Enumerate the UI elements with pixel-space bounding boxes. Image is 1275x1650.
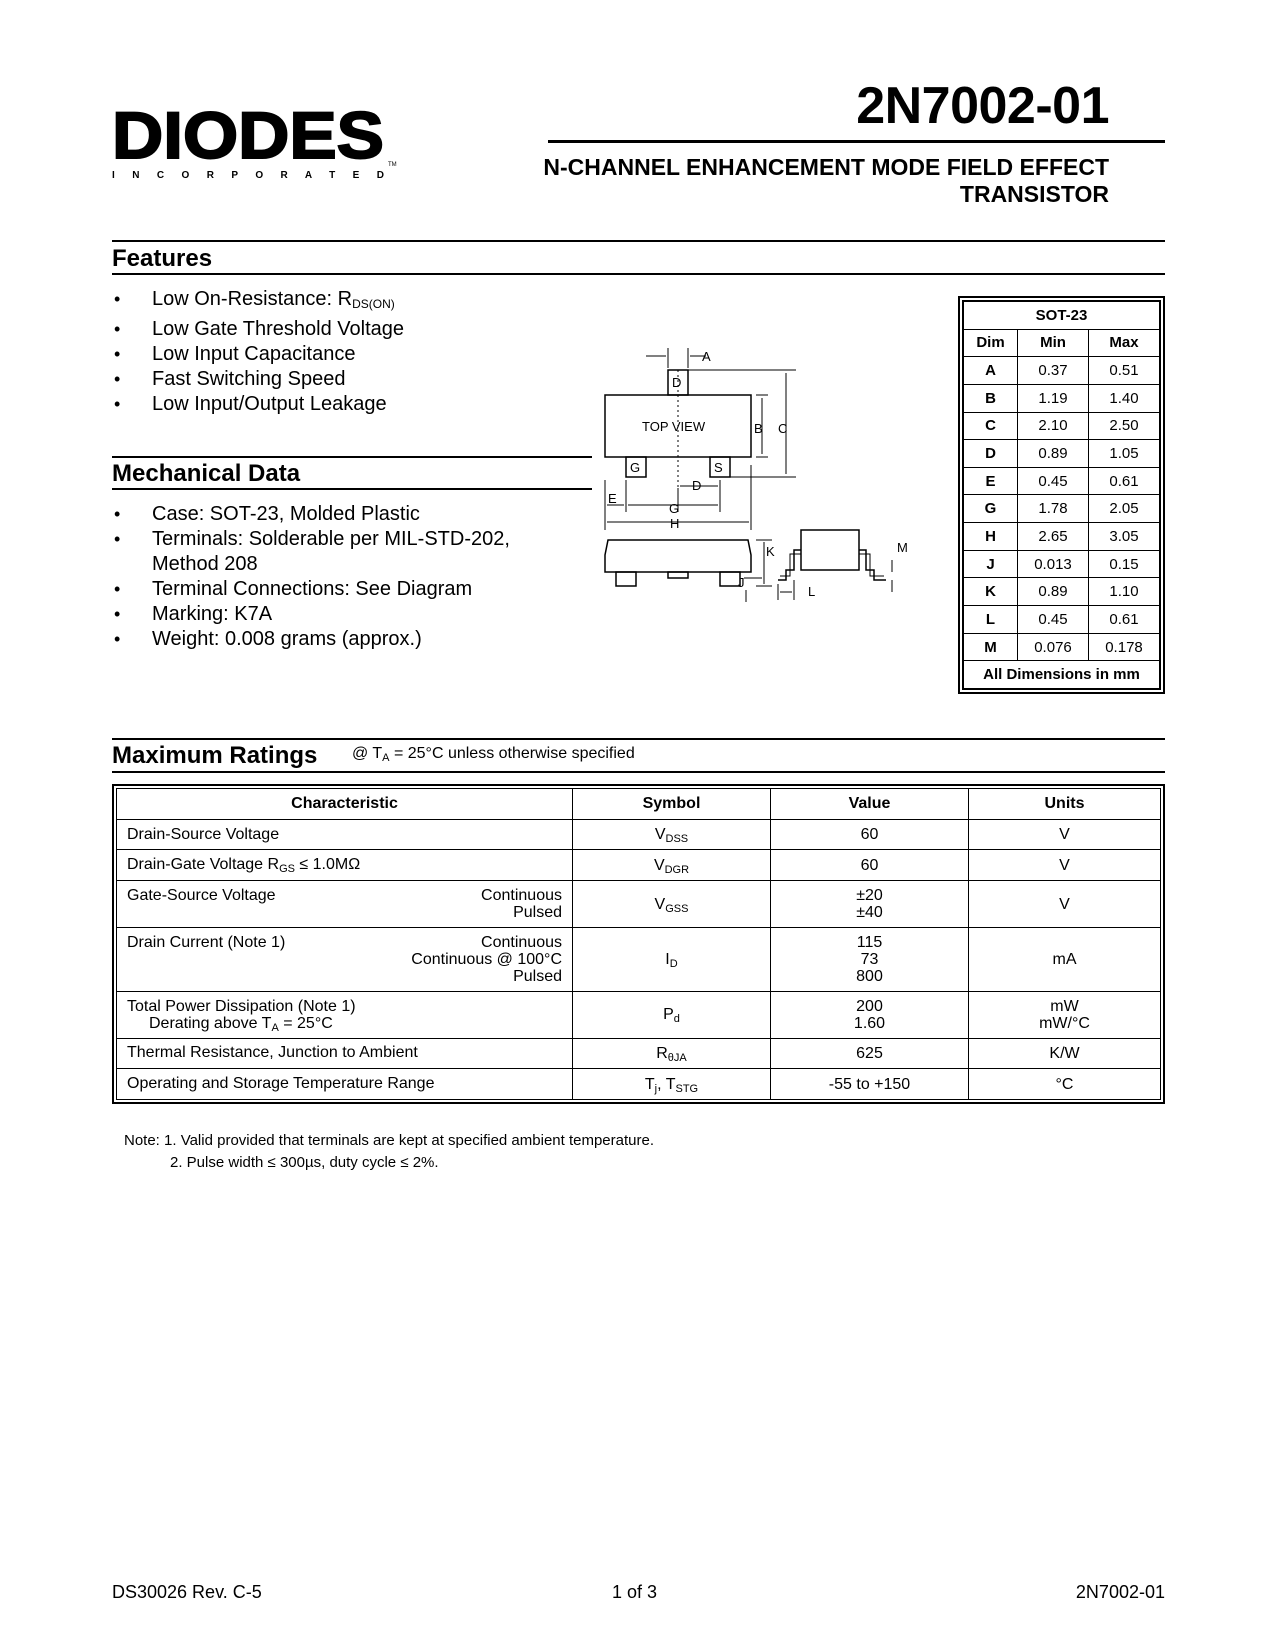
mechanical-item: • Terminal Connections: See Diagram [114, 577, 594, 602]
subtitle-line-2: TRANSISTOR [959, 181, 1109, 207]
feature-item: • Low Gate Threshold Voltage [114, 317, 594, 342]
logo-tm: TM [388, 162, 397, 168]
top-view-label: TOP VIEW [642, 419, 706, 434]
table-row: Drain Current (Note 1) Continuous Continuous @ 100°C Pulsed $I_D$ 115 73 800 mA [117, 928, 1161, 991]
dim-label-k: K [766, 544, 775, 559]
side-body-outline [605, 540, 751, 572]
col-header: Characteristic [117, 789, 573, 820]
table-row: Operating and Storage Temperature Range $T_j$, $T_{STG}$ -55 to +150 °C [117, 1069, 1161, 1100]
dim-label-d: D [692, 478, 702, 493]
doc-revision: DS30026 Rev. C-5 [112, 1582, 262, 1602]
ratings-heading: Maximum Ratings [112, 742, 318, 769]
table-row: L 0.45 0.61 [964, 606, 1160, 634]
note-2: 2. Pulse width ≤ 300µs, duty cycle ≤ 2%. [170, 1154, 439, 1171]
sot23-outline-diagram [596, 340, 936, 630]
subtitle-line-1: N-CHANNEL ENHANCEMENT MODE FIELD EFFECT [543, 154, 1109, 180]
device-subtitle [469, 154, 1109, 208]
mechanical-item: • Marking: K7A [114, 602, 594, 627]
feature-item: • Low Input/Output Leakage [114, 392, 594, 417]
mechanical-item: • Weight: 0.008 grams (approx.) [114, 627, 594, 652]
table-row: E 0.45 0.61 [964, 467, 1160, 495]
dim-label-c: C [778, 421, 788, 436]
mechanical-item: • Case: SOT-23, Molded Plastic [114, 502, 594, 527]
end-view-body [801, 530, 859, 570]
features-list [114, 287, 594, 417]
dim-label-e: E [608, 491, 617, 506]
col-header: Max [1088, 329, 1159, 357]
table-row: C 2.10 2.50 [964, 412, 1160, 440]
ratings-table [116, 788, 1161, 1100]
mechanical-item: • Terminals: Solderable per MIL-STD-202, Method 208 [114, 527, 594, 577]
logo-text: DIODES [112, 104, 384, 172]
features-top-rule [112, 240, 1165, 242]
table-row: Gate-Source Voltage Continuous Pulsed $V_{GSS}$ ±20 ±40 V [117, 881, 1161, 928]
mechanical-heading: Mechanical Data [112, 460, 301, 487]
dim-label-a: A [702, 349, 711, 364]
table-row: H 2.65 3.05 [964, 523, 1160, 551]
col-header: Value [771, 789, 969, 820]
table-row: A 0.37 0.51 [964, 357, 1160, 385]
table-row: K 0.89 1.10 [964, 578, 1160, 606]
dim-label-m: M [897, 540, 908, 555]
dim-label-j: J [738, 575, 745, 590]
mechanical-top-rule [112, 456, 592, 458]
sot23-dimensions-table [958, 296, 1165, 694]
table-row: B 1.19 1.40 [964, 384, 1160, 412]
table-row: J 0.013 0.15 [964, 550, 1160, 578]
title-rule [548, 140, 1165, 143]
pin-label-s: S [714, 460, 723, 475]
dimensions-footer: All Dimensions in mm [964, 661, 1160, 689]
pin-label-g: G [630, 460, 641, 475]
dim-label-h: H [670, 516, 680, 531]
dimension-table [963, 301, 1160, 689]
part-number-title: 2N7002-01 [856, 77, 1109, 135]
table-row: Total Power Dissipation (Note 1) Derating above $T_A = 25^\circ C$ $P_d$ 200 1.60 mW mW/°C [117, 991, 1161, 1038]
ratings-condition: @ $T_A = 25^\circ C$ unless otherwise specified [352, 745, 635, 764]
pin-label-d: D [672, 375, 682, 390]
table-row: Drain-Source Voltage $V_{DSS}$ 60 V [117, 819, 1161, 850]
side-lead-center [668, 572, 688, 578]
dim-label-g: G [669, 501, 680, 516]
mechanical-bottom-rule [112, 488, 592, 490]
feature-item: • Low Input Capacitance [114, 342, 594, 367]
table-row: Drain-Gate Voltage $R_{GS} \le 1.0M\Omega$ $V_{DGR}$ 60 V [117, 850, 1161, 881]
mechanical-list [114, 502, 594, 652]
diodes-logo [112, 104, 412, 184]
dim-label-b: B [754, 421, 763, 436]
table-row: D 0.89 1.05 [964, 440, 1160, 468]
table-row: G 1.78 2.05 [964, 495, 1160, 523]
col-header: Min [1018, 329, 1089, 357]
col-header: Dim [964, 329, 1018, 357]
sot23-title: SOT-23 [964, 302, 1160, 330]
table-row: Thermal Resistance, Junction to Ambient $R_{\theta JA}$ 625 K/W [117, 1038, 1161, 1069]
side-lead-right [720, 572, 740, 586]
logo-subtext: I N C O R P O R A T E D [112, 170, 384, 181]
table-row: M 0.076 0.178 [964, 633, 1160, 661]
feature-item: • Fast Switching Speed [114, 367, 594, 392]
footer-part-number: 2N7002-01 [1075, 1582, 1165, 1602]
col-header: Units [969, 789, 1161, 820]
page-number: 1 of 3 [612, 1582, 658, 1602]
ratings-top-rule [112, 738, 1165, 740]
features-bottom-rule [112, 273, 1165, 275]
note-1: Note: 1. Valid provided that terminals are kept at specified ambient temperature. [124, 1132, 655, 1149]
ratings-bottom-rule [112, 771, 1165, 773]
maximum-ratings-table [112, 784, 1165, 1104]
col-header: Symbol [573, 789, 771, 820]
feature-item: • Low On-Resistance: $R_{DS(ON)}$ [114, 287, 594, 317]
features-heading: Features [112, 245, 213, 272]
side-lead-left [616, 572, 636, 586]
dim-label-l: L [808, 584, 816, 599]
